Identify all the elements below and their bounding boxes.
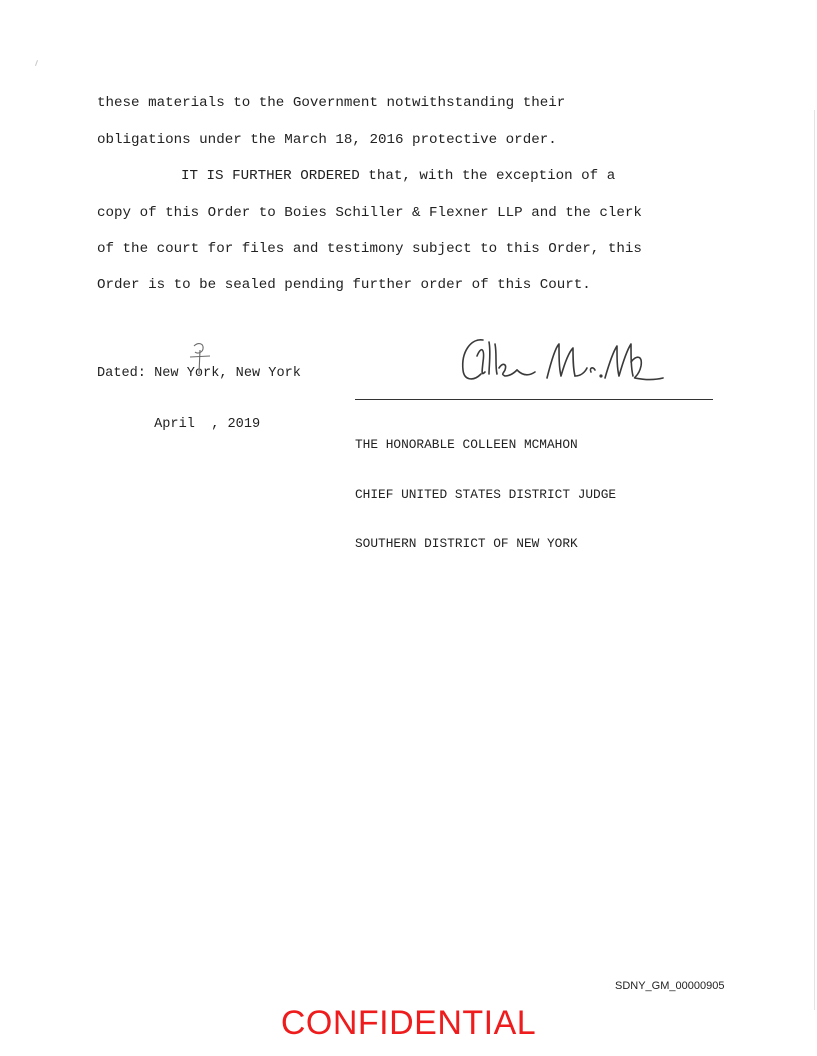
bates-number: SDNY_GM_00000905 — [615, 980, 725, 992]
judge-district: SOUTHERN DISTRICT OF NEW YORK — [355, 536, 578, 551]
scan-speck — [35, 60, 38, 66]
body-line-6: Order is to be sealed pending further order of this Court. — [97, 277, 591, 293]
body-line-3: IT IS FURTHER ORDERED that, with the exception of a — [181, 168, 616, 184]
confidential-stamp: CONFIDENTIAL — [280, 1004, 537, 1042]
handwritten-day-mark — [186, 340, 216, 376]
signature-line — [355, 399, 713, 400]
body-line-1: these materials to the Government notwithstanding their — [97, 95, 566, 111]
dated-line-2: April , 2019 — [97, 417, 261, 432]
body-line-4: copy of this Order to Boies Schiller & Flexner LLP and the clerk — [97, 205, 642, 221]
dated-line-1: Dated: New York, New York — [97, 366, 301, 381]
scan-edge-line — [814, 110, 815, 1010]
judge-signature — [455, 332, 665, 388]
signature-block — [355, 404, 616, 586]
body-line-2: obligations under the March 18, 2016 protective order. — [97, 132, 557, 148]
judge-name: THE HONORABLE COLLEEN MCMAHON — [355, 437, 578, 452]
judge-title: CHIEF UNITED STATES DISTRICT JUDGE — [355, 486, 617, 502]
body-line-5: of the court for files and testimony subject to this Order, this — [97, 241, 642, 257]
